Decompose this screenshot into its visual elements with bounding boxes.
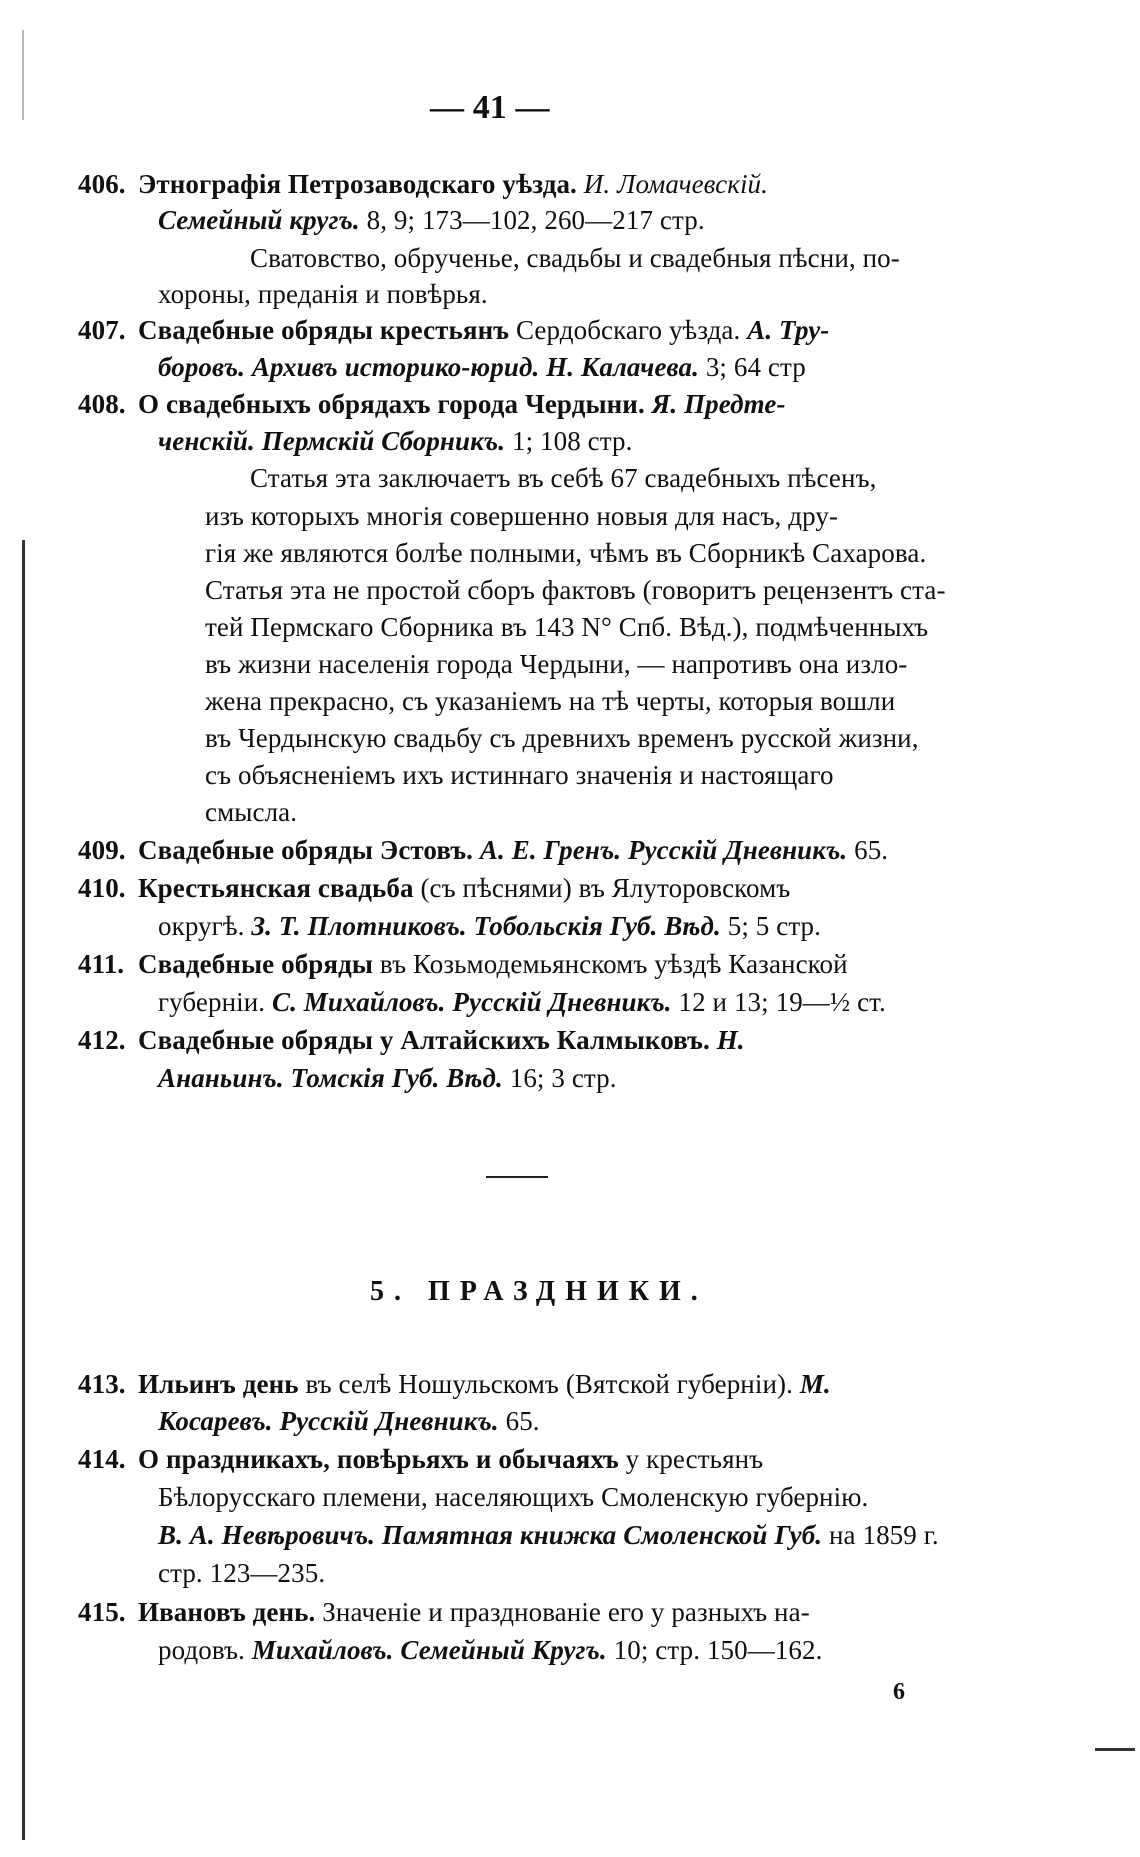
- entry-rest: (съ пѣснями) въ Ялуторовскомъ: [420, 873, 791, 903]
- entry-rest-cont: Бѣлорусскаго племени, населяющихъ Смоленскую губернію.: [158, 1482, 869, 1512]
- entry-details: 12 и 13; 19—½ ст.: [678, 987, 886, 1017]
- entry-rest: Сердобскаго уѣзда.: [515, 315, 741, 345]
- entry-rest: въ Козьмодемьянскомъ уѣздѣ Казанской: [379, 949, 848, 979]
- entry-408-note-9: съ объясненіемъ ихъ истиннаго значенія и настоящаго: [205, 760, 834, 790]
- signature-mark: 6: [893, 1679, 906, 1705]
- entry-details: 1; 108 стр.: [511, 426, 633, 456]
- entry-406-note-1: Сватовство, обрученье, свадьбы и свадебныя пѣсни, по-: [250, 243, 900, 273]
- entry-title: Ильинъ день: [138, 1369, 299, 1399]
- entry-number: 408.: [78, 389, 126, 419]
- entry-title: Свадебные обряды: [138, 949, 374, 979]
- left-edge-mark: [22, 540, 25, 1840]
- entry-title: Крестьянская свадьба: [138, 873, 414, 903]
- entry-author-cont: ченскій.: [158, 426, 255, 456]
- entry-408-line-2: [158, 425, 632, 457]
- entry-number: 414.: [78, 1444, 126, 1474]
- entry-author: Я. Предте-: [651, 389, 786, 419]
- entry-number: 413.: [78, 1369, 126, 1399]
- entry-source: Архивъ историко-юрид. Н. Калачева.: [251, 352, 699, 382]
- entry-author: И. Ломачевскій.: [583, 169, 769, 199]
- entry-407-line-2: [158, 351, 806, 383]
- entry-412-line-2: [158, 1062, 617, 1094]
- entry-408-note-2: изъ которыхъ многія совершенно новыя для насъ, дру-: [205, 501, 839, 531]
- entry-details: 3; 64 стр: [705, 352, 806, 382]
- entry-rest: Значеніе и празднованіе его у разныхъ на-: [322, 1597, 810, 1627]
- entry-408-note-4: Статья эта не простой сборъ фактовъ (говоритъ рецензентъ ста-: [205, 575, 946, 605]
- right-edge-mark: [1095, 1748, 1135, 1751]
- entry-details: 65.: [505, 1406, 540, 1436]
- entry-title: Свадебные обряды у Алтайскихъ Калмыковъ.: [138, 1025, 710, 1055]
- entry-details-cont: стр. 123—235.: [158, 1558, 326, 1588]
- entry-407-line-1: [78, 314, 829, 346]
- entry-number: 407.: [78, 315, 126, 345]
- section-separator-rule: [486, 1176, 548, 1178]
- entry-author-cont: боровъ.: [158, 352, 245, 382]
- entry-author-cont: Косаревъ.: [158, 1406, 273, 1436]
- entry-author: А. Тру-: [747, 315, 830, 345]
- entry-408-note-1: Статья эта заключаетъ въ себѣ 67 свадебныхъ пѣсенъ,: [250, 463, 877, 493]
- entry-details: 8, 9; 173—102, 260—217 стр.: [366, 205, 705, 235]
- entry-title: Свадебные обряды Эстовъ.: [138, 835, 474, 865]
- entry-414-line-1: [78, 1443, 763, 1475]
- entry-406-line-2: [158, 204, 705, 236]
- entry-details: 10; стр. 150—162.: [613, 1635, 823, 1665]
- entry-source: Русскій Дневникъ.: [452, 987, 672, 1017]
- entry-408-note-7: жена прекрасно, съ указаніемъ на тѣ черты, которыя вошли: [205, 686, 896, 716]
- entry-413-line-1: [78, 1368, 831, 1400]
- entry-source: Семейный кругъ.: [158, 205, 360, 235]
- entry-author-cont: Ананьинъ.: [158, 1063, 284, 1093]
- entry-411-line-2: [158, 986, 886, 1018]
- entry-number: 406.: [78, 169, 126, 199]
- entry-rest-cont: округѣ.: [158, 911, 245, 941]
- entry-number: 410.: [78, 873, 126, 903]
- entry-source: Русскій Дневникъ.: [628, 835, 848, 865]
- entry-title: Этнографія Петрозаводскаго уѣзда.: [138, 169, 577, 199]
- entry-author: В. А. Невѣровичъ.: [158, 1520, 376, 1550]
- entry-title: О свадебныхъ обрядахъ города Чердыни.: [138, 389, 645, 419]
- entry-author: А. Е. Гренъ.: [479, 835, 622, 865]
- entry-details: 16; 3 стр.: [509, 1063, 617, 1093]
- entry-408-note-10: смысла.: [205, 797, 298, 827]
- entry-rest-cont: родовъ.: [158, 1635, 245, 1665]
- entry-414-line-4: [158, 1557, 325, 1589]
- entry-415-line-2: [158, 1634, 822, 1666]
- entry-title: Ивановъ день.: [138, 1597, 316, 1627]
- entry-408-line-1: [78, 388, 786, 420]
- entry-408-note-6: въ жизни населенія города Чердыни, — напротивъ она изло-: [205, 649, 908, 679]
- entry-author: З. Т. Плотниковъ.: [251, 911, 467, 941]
- entry-411-line-1: [78, 948, 848, 980]
- entry-406-line-1: [78, 168, 768, 200]
- entry-410-line-1: [78, 872, 790, 904]
- entry-author: М.: [799, 1369, 831, 1399]
- entry-number: 411.: [78, 949, 125, 979]
- entry-details: 65.: [854, 835, 889, 865]
- entry-409-line-1: [78, 834, 888, 866]
- entry-414-line-3: [158, 1519, 939, 1551]
- entry-408-note-5: тей Пермскаго Сборника въ 143 N° Спб. Вѣд.), подмѣченныхъ: [205, 612, 929, 642]
- entry-details: на 1859 г.: [828, 1520, 939, 1550]
- section-heading: 5. ПРАЗДНИКИ.: [370, 1276, 708, 1307]
- entry-number: 412.: [78, 1025, 126, 1055]
- entry-source: Тобольскія Губ. Вѣд.: [473, 911, 721, 941]
- entry-source: Томскія Губ. Вѣд.: [290, 1063, 503, 1093]
- entry-410-line-2: [158, 910, 821, 942]
- entry-rest-cont: губерніи.: [158, 987, 266, 1017]
- entry-source: Русскій Дневникъ.: [279, 1406, 499, 1436]
- entry-rest: въ селѣ Ношульскомъ (Вятской губерніи).: [305, 1369, 793, 1399]
- entry-author: Михайловъ.: [251, 1635, 394, 1665]
- entry-title: О праздникахъ, повѣрьяхъ и обычаяхъ: [138, 1444, 619, 1474]
- entry-author: Н.: [716, 1025, 745, 1055]
- entry-413-line-2: [158, 1405, 540, 1437]
- entry-number: 409.: [78, 835, 126, 865]
- entry-412-line-1: [78, 1024, 745, 1056]
- entry-406-note-2: хороны, преданія и повѣрья.: [158, 279, 488, 309]
- entry-408-note-8: въ Чердынскую свадьбу съ древнихъ временъ русской жизни,: [205, 723, 919, 753]
- entry-details: 5; 5 стр.: [727, 911, 821, 941]
- left-edge-mark-top: [22, 30, 24, 120]
- entry-number: 415.: [78, 1597, 126, 1627]
- entry-source: Пермскій Сборникъ.: [261, 426, 506, 456]
- entry-rest: у крестьянъ: [625, 1444, 764, 1474]
- entry-author: С. Михайловъ.: [272, 987, 446, 1017]
- entry-408-note-3: гія же являются болѣе полными, чѣмъ въ Сборникѣ Сахарова.: [205, 538, 927, 568]
- entry-source: Памятная книжка Смоленской Губ.: [381, 1520, 823, 1550]
- page-number-header: — 41 —: [430, 89, 550, 126]
- entry-source: Семейный Кругъ.: [400, 1635, 607, 1665]
- entry-title: Свадебные обряды крестьянъ: [138, 315, 510, 345]
- entry-415-line-1: [78, 1596, 810, 1628]
- entry-414-line-2: [158, 1481, 868, 1513]
